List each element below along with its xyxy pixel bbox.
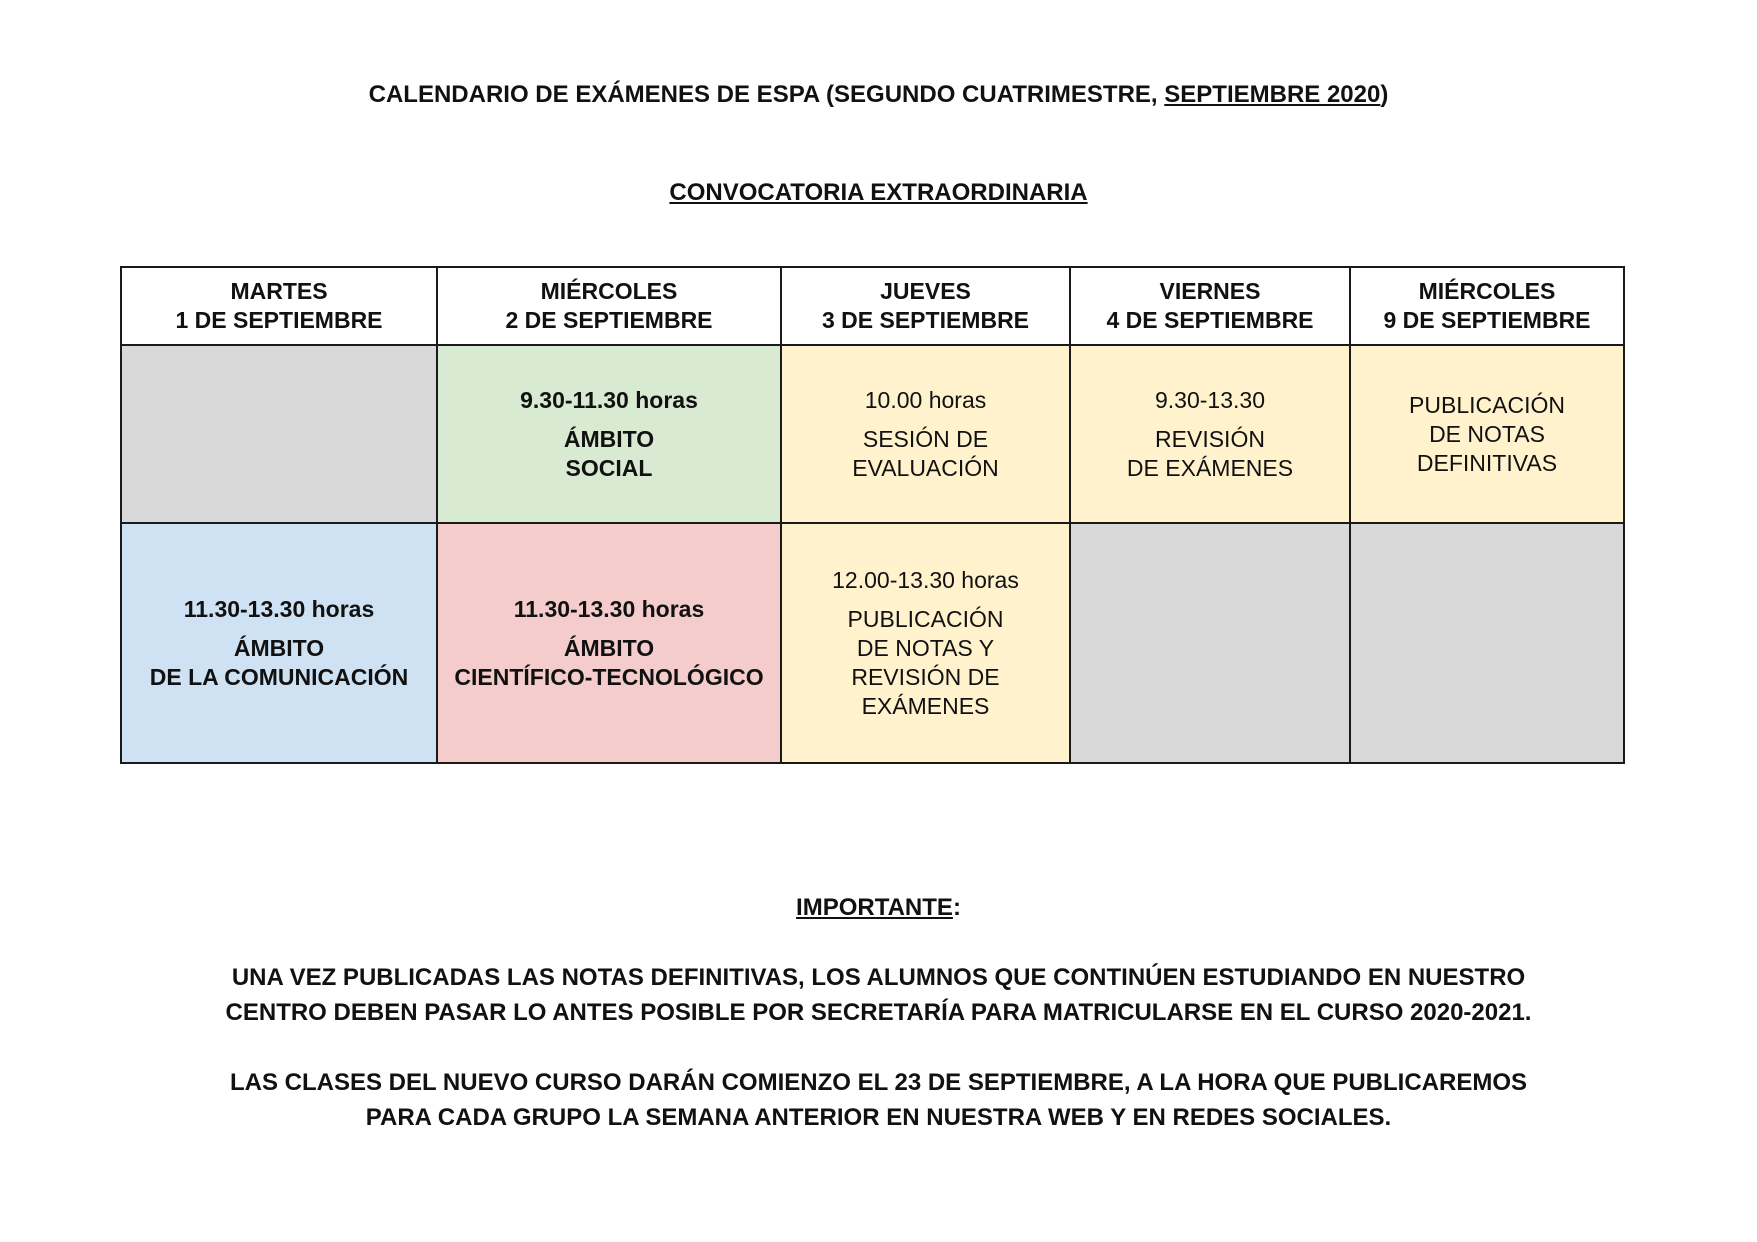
important-colon: : bbox=[952, 894, 961, 921]
exam-calendar-table bbox=[120, 266, 1625, 764]
cell-time: 10.00 horas bbox=[864, 386, 987, 413]
header-day-date: 4 DE SEPTIEMBRE bbox=[1106, 307, 1314, 333]
cell-text bbox=[1357, 391, 1617, 478]
document-title-month: SEPTIEMBRE 2020 bbox=[1164, 81, 1381, 108]
cell-line: SESIÓN DE bbox=[862, 425, 989, 452]
cell-line: EXÁMENES bbox=[861, 692, 990, 719]
cell-text bbox=[444, 425, 774, 483]
cell-line: DE LA COMUNICACIÓN bbox=[149, 663, 409, 690]
notice-line: PARA CADA GRUPO LA SEMANA ANTERIOR EN NUESTRA WEB Y EN REDES SOCIALES. bbox=[365, 1104, 1392, 1131]
header-day-1 bbox=[121, 267, 437, 345]
event-cell-publicacion-notas-definitivas bbox=[1350, 345, 1624, 523]
notice-line: CENTRO DEBEN PASAR LO ANTES POSIBLE POR SECRETARÍA PARA MATRICULARSE EN EL CURSO 2020-2021. bbox=[225, 999, 1532, 1026]
important-heading bbox=[0, 893, 1757, 923]
cell-line: ÁMBITO bbox=[563, 425, 655, 452]
cell-text bbox=[444, 634, 774, 692]
document-title-prefix: CALENDARIO DE EXÁMENES DE ESPA (SEGUNDO CUATRIMESTRE, bbox=[368, 81, 1165, 108]
cell-time: 11.30-13.30 horas bbox=[513, 595, 705, 622]
notice-enrollment bbox=[0, 960, 1757, 1030]
cell-time: 12.00-13.30 horas bbox=[832, 566, 1019, 593]
event-cell-sesion-evaluacion bbox=[781, 345, 1070, 523]
cell-time: 9.30-13.30 bbox=[1155, 386, 1265, 413]
cell-line: DE NOTAS Y bbox=[856, 634, 995, 661]
cell-text bbox=[1077, 425, 1343, 483]
cell-time: 11.30-13.30 horas bbox=[183, 595, 375, 622]
document-title bbox=[0, 80, 1757, 110]
empty-cell bbox=[121, 345, 437, 523]
cell-line: PUBLICACIÓN bbox=[1409, 391, 1565, 418]
cell-line: EVALUACIÓN bbox=[852, 454, 999, 481]
document-subtitle: CONVOCATORIA EXTRAORDINARIA bbox=[669, 179, 1088, 206]
notice-classes-start bbox=[0, 1065, 1757, 1135]
exam-cell-ambito-cientifico-tecnologico bbox=[437, 523, 781, 763]
header-day-name: MARTES bbox=[230, 278, 328, 304]
cell-text bbox=[128, 634, 430, 692]
important-label: IMPORTANTE bbox=[796, 894, 953, 921]
cell-line: DE NOTAS bbox=[1429, 420, 1545, 447]
cell-line: DE EXÁMENES bbox=[1126, 454, 1294, 481]
header-day-name: MIÉRCOLES bbox=[1418, 278, 1556, 304]
exam-cell-ambito-social bbox=[437, 345, 781, 523]
table-header-row bbox=[121, 267, 1624, 345]
cell-text bbox=[788, 605, 1063, 721]
header-day-name: MIÉRCOLES bbox=[540, 278, 678, 304]
event-cell-publicacion-notas-revision bbox=[781, 523, 1070, 763]
header-day-name: VIERNES bbox=[1159, 278, 1261, 304]
cell-line: REVISIÓN bbox=[1155, 425, 1265, 452]
cell-text bbox=[788, 425, 1063, 483]
cell-line: ÁMBITO bbox=[563, 634, 655, 661]
header-day-name: JUEVES bbox=[880, 278, 971, 304]
header-day-date: 9 DE SEPTIEMBRE bbox=[1383, 307, 1591, 333]
cell-line: DEFINITIVAS bbox=[1416, 449, 1558, 476]
header-day-5 bbox=[1350, 267, 1624, 345]
cell-time: 9.30-11.30 horas bbox=[520, 386, 698, 413]
header-day-3 bbox=[781, 267, 1070, 345]
table-row bbox=[121, 345, 1624, 523]
header-day-2 bbox=[437, 267, 781, 345]
cell-line: SOCIAL bbox=[565, 454, 653, 481]
empty-cell bbox=[1350, 523, 1624, 763]
cell-line: REVISIÓN DE bbox=[851, 663, 1000, 690]
header-day-date: 2 DE SEPTIEMBRE bbox=[505, 307, 713, 333]
header-day-date: 3 DE SEPTIEMBRE bbox=[821, 307, 1030, 333]
event-cell-revision-examenes bbox=[1070, 345, 1350, 523]
cell-line: PUBLICACIÓN bbox=[847, 605, 1004, 632]
cell-line: CIENTÍFICO-TECNOLÓGICO bbox=[454, 663, 764, 690]
notice-line: UNA VEZ PUBLICADAS LAS NOTAS DEFINITIVAS, LOS ALUMNOS QUE CONTINÚEN ESTUDIANDO EN NUESTRO bbox=[231, 964, 1526, 991]
notice-line: LAS CLASES DEL NUEVO CURSO DARÁN COMIENZO EL 23 DE SEPTIEMBRE, A LA HORA QUE PUBLICAREMOS bbox=[229, 1069, 1527, 1096]
cell-line: ÁMBITO bbox=[233, 634, 325, 661]
table-row bbox=[121, 523, 1624, 763]
header-day-date: 1 DE SEPTIEMBRE bbox=[175, 307, 383, 333]
document-title-suffix: ) bbox=[1380, 81, 1389, 108]
header-day-4 bbox=[1070, 267, 1350, 345]
exam-cell-ambito-comunicacion bbox=[121, 523, 437, 763]
empty-cell bbox=[1070, 523, 1350, 763]
